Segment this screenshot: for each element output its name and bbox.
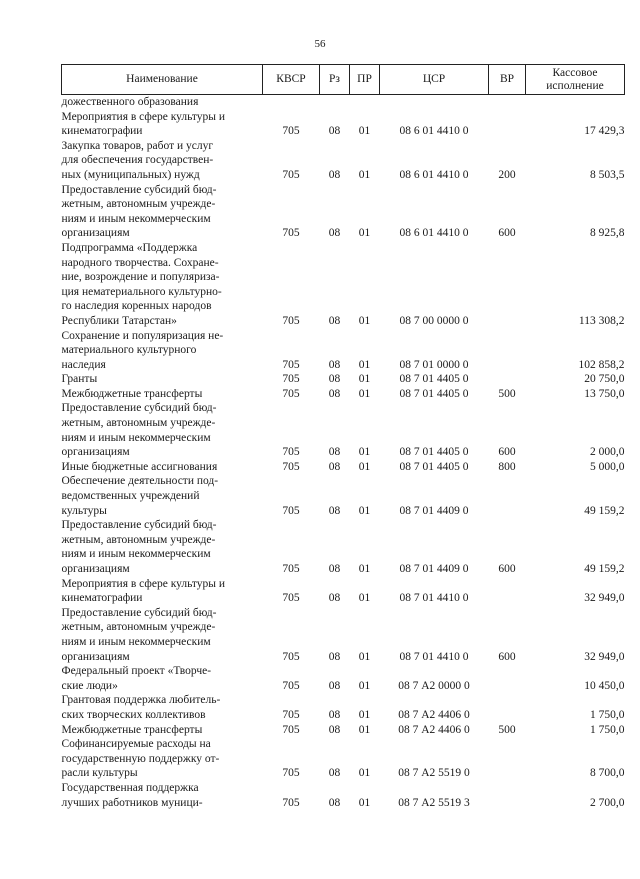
- row-name: [62, 460, 263, 475]
- row-name: [62, 577, 263, 606]
- cell-rz: 08: [328, 650, 341, 663]
- cell-pr: [350, 95, 380, 110]
- cell-vr: [489, 577, 526, 606]
- row-name-line: Предоставление субсидий бюд-: [61, 183, 217, 196]
- row-name-line: Подпрограмма «Поддержка: [61, 241, 198, 254]
- row-name: [62, 387, 263, 402]
- cell-rz: 08: [328, 563, 341, 575]
- cell-pr: 01: [358, 314, 371, 327]
- cell-csr: 08 6 01 4410 0: [399, 125, 469, 138]
- cell-vr: 600: [498, 227, 516, 240]
- cell-rz: 08: [328, 796, 341, 809]
- row-name-line: Предоставление субсидий бюд-: [61, 606, 217, 619]
- cell-csr: 08 7 01 4405 0: [399, 373, 469, 386]
- cell-csr: 08 7 01 4405 0: [399, 387, 469, 400]
- cell-vr: [489, 781, 526, 810]
- cell-csr: 08 7 01 4405 0: [399, 460, 469, 473]
- cell-vr: 500: [498, 723, 516, 736]
- header-kvsr: КВСР: [263, 65, 320, 95]
- row-name: [62, 781, 263, 810]
- table-row: [62, 693, 625, 722]
- cell-csr: 08 7 00 0000 0: [399, 314, 469, 327]
- cell-vr: [489, 241, 526, 329]
- page-number: 56: [314, 38, 326, 50]
- table-row: [62, 460, 625, 475]
- table-row: [62, 781, 625, 810]
- row-name: [62, 183, 263, 241]
- cell-vr: [489, 372, 526, 387]
- cell-pr: 01: [358, 767, 371, 780]
- row-name-line: Грантовая поддержка любитель-: [61, 694, 221, 707]
- cell-csr: [380, 95, 489, 110]
- header-pr: ПР: [350, 65, 380, 95]
- cell-amount: [526, 95, 625, 110]
- row-name-line: Республики Татарстан»: [61, 314, 177, 327]
- cell-kvsr: 705: [282, 314, 300, 327]
- table-row: [62, 518, 625, 576]
- cell-pr: 01: [358, 373, 371, 386]
- cell-pr: 01: [358, 650, 371, 663]
- row-name: [62, 110, 263, 139]
- cell-rz: 08: [328, 767, 341, 780]
- cell-amount: 10 450,0: [584, 679, 625, 692]
- row-name-line: ных (муниципальных) нужд: [61, 168, 200, 181]
- cell-vr: [489, 95, 526, 110]
- cell-kvsr: 705: [282, 723, 300, 736]
- cell-vr: [489, 110, 526, 139]
- row-name-line: Обеспечение деятельности под-: [61, 475, 219, 488]
- cell-kvsr: [263, 95, 320, 110]
- cell-rz: 08: [328, 708, 341, 721]
- cell-kvsr: 705: [282, 708, 300, 721]
- cell-vr: [489, 474, 526, 518]
- row-name-line: государственную поддержку от-: [61, 752, 220, 765]
- cell-csr: 08 7 01 4410 0: [399, 592, 469, 605]
- cell-pr: 01: [358, 708, 371, 721]
- row-name-line: Закупка товаров, работ и услуг: [61, 139, 214, 152]
- row-name-line: ние, возрождение и популяриза-: [61, 271, 220, 284]
- cell-amount: 17 429,3: [584, 125, 625, 138]
- row-name-line: кинематографии: [61, 592, 143, 605]
- cell-kvsr: 705: [282, 796, 300, 809]
- row-name-line: народного творчества. Сохране-: [61, 256, 219, 269]
- row-name-line: ниям и иным некоммерческим: [61, 548, 211, 561]
- cell-pr: 01: [358, 723, 371, 736]
- cell-amount: 20 750,0: [584, 373, 625, 386]
- cell-amount: 32 949,0: [584, 592, 625, 605]
- cell-rz: [320, 95, 350, 110]
- table-row: [62, 387, 625, 402]
- cell-vr: 500: [498, 387, 516, 400]
- cell-amount: 2 000,0: [590, 446, 625, 459]
- cell-kvsr: 705: [282, 387, 300, 400]
- table-row: [62, 183, 625, 241]
- table-row: [62, 241, 625, 329]
- row-name-line: жетным, автономным учрежде-: [61, 417, 216, 430]
- table-row: [62, 95, 625, 110]
- cell-amount: 113 308,2: [578, 314, 625, 327]
- cell-csr: 08 7 А2 5519 0: [398, 767, 470, 780]
- cell-kvsr: 705: [282, 358, 300, 371]
- cell-csr: 08 7 А2 4406 0: [398, 723, 470, 736]
- row-name-line: наследия: [61, 358, 106, 371]
- row-name-line: жетным, автономным учрежде-: [61, 621, 216, 634]
- header-name: Наименование: [62, 65, 263, 95]
- header-amount: Кассовое исполнение: [526, 65, 625, 95]
- cell-amount: 8 700,0: [590, 767, 625, 780]
- cell-csr: 08 7 01 0000 0: [399, 358, 469, 371]
- cell-amount: 32 949,0: [584, 650, 625, 663]
- cell-kvsr: 705: [282, 504, 300, 517]
- cell-vr: 200: [498, 168, 516, 181]
- cell-pr: 01: [358, 563, 371, 575]
- cell-vr: [489, 664, 526, 693]
- cell-rz: 08: [328, 679, 341, 692]
- cell-kvsr: 705: [282, 227, 300, 240]
- cell-amount: 49 159,2: [584, 504, 625, 517]
- cell-vr: 600: [498, 650, 516, 663]
- row-name: [62, 372, 263, 387]
- header-csr: ЦСР: [380, 65, 489, 95]
- cell-rz: 08: [328, 358, 341, 371]
- cell-pr: 01: [358, 504, 371, 517]
- row-name: [62, 518, 263, 576]
- table-row: [62, 474, 625, 518]
- cell-kvsr: 705: [282, 563, 300, 575]
- row-name-line: Гранты: [61, 373, 98, 386]
- cell-amount: 5 000,0: [590, 460, 625, 473]
- cell-vr: 800: [498, 460, 516, 473]
- row-name: [62, 95, 263, 110]
- row-name-line: Предоставление субсидий бюд-: [61, 519, 217, 532]
- table-row: [62, 110, 625, 139]
- row-name: [62, 606, 263, 664]
- cell-amount: 1 750,0: [590, 708, 625, 721]
- cell-kvsr: 705: [282, 650, 300, 663]
- cell-csr: 08 7 01 4410 0: [399, 650, 469, 663]
- cell-amount: 13 750,0: [584, 387, 625, 400]
- row-name-line: Государственная поддержка: [61, 781, 199, 794]
- row-name-line: ниям и иным некоммерческим: [61, 212, 211, 225]
- table-header-row: [62, 65, 625, 95]
- row-name-line: Софинансируемые расходы на: [61, 738, 211, 751]
- cell-vr: 600: [498, 563, 516, 575]
- row-name-line: материального культурного: [61, 344, 197, 357]
- row-name-line: Предоставление субсидий бюд-: [61, 402, 217, 415]
- cell-kvsr: 705: [282, 446, 300, 459]
- row-name-line: для обеспечения государствен-: [61, 154, 214, 167]
- row-name-line: кинематографии: [61, 125, 143, 138]
- row-name-line: жетным, автономным учрежде-: [61, 533, 216, 546]
- budget-execution-table: [61, 64, 625, 810]
- cell-pr: 01: [358, 358, 371, 371]
- row-name-line: организациям: [61, 446, 130, 459]
- cell-kvsr: 705: [282, 679, 300, 692]
- table-row: [62, 577, 625, 606]
- row-name-line: го наследия коренных народов: [61, 300, 212, 313]
- row-name-line: жетным, автономным учрежде-: [61, 198, 216, 211]
- cell-rz: 08: [328, 227, 341, 240]
- cell-kvsr: 705: [282, 168, 300, 181]
- row-name-line: лучших работников муници-: [61, 796, 203, 809]
- cell-csr: 08 7 А2 5519 3: [398, 796, 470, 809]
- cell-pr: 01: [358, 679, 371, 692]
- row-name-line: Мероприятия в сфере культуры и: [61, 110, 226, 123]
- cell-amount: 2 700,0: [590, 796, 625, 809]
- cell-kvsr: 705: [282, 125, 300, 138]
- cell-vr: [489, 329, 526, 373]
- cell-csr: 08 6 01 4410 0: [399, 168, 469, 181]
- cell-rz: 08: [328, 723, 341, 736]
- row-name-line: ция нематериального культурно-: [61, 285, 222, 298]
- cell-rz: 08: [328, 387, 341, 400]
- row-name: [62, 474, 263, 518]
- row-name-line: расли культуры: [61, 767, 138, 780]
- table-row: [62, 723, 625, 738]
- cell-kvsr: 705: [282, 592, 300, 605]
- cell-rz: 08: [328, 314, 341, 327]
- cell-kvsr: 705: [282, 767, 300, 780]
- cell-pr: 01: [358, 387, 371, 400]
- row-name: [62, 664, 263, 693]
- table-row: [62, 372, 625, 387]
- row-name-line: организациям: [61, 227, 130, 240]
- table-row: [62, 664, 625, 693]
- cell-amount: 49 159,2: [584, 563, 625, 575]
- cell-pr: 01: [358, 796, 371, 809]
- row-name-line: Межбюджетные трансферты: [61, 723, 203, 736]
- row-name: [62, 693, 263, 722]
- cell-kvsr: 705: [282, 460, 300, 473]
- row-name-line: Мероприятия в сфере культуры и: [61, 577, 226, 590]
- table-row: [62, 401, 625, 459]
- cell-rz: 08: [328, 373, 341, 386]
- cell-csr: 08 7 01 4409 0: [399, 563, 469, 575]
- row-name-line: организациям: [61, 563, 130, 575]
- row-name: [62, 723, 263, 738]
- cell-rz: 08: [328, 504, 341, 517]
- row-name: [62, 139, 263, 183]
- cell-vr: 600: [498, 446, 516, 459]
- cell-pr: 01: [358, 460, 371, 473]
- header-rz: Рз: [320, 65, 350, 95]
- row-name: [62, 329, 263, 373]
- cell-csr: 08 7 01 4405 0: [399, 446, 469, 459]
- cell-pr: 01: [358, 168, 371, 181]
- row-name-line: Сохранение и популяризация не-: [61, 329, 224, 342]
- table-row: [62, 329, 625, 373]
- row-name-line: дожественного образования: [61, 96, 199, 108]
- cell-csr: 08 7 А2 4406 0: [398, 708, 470, 721]
- cell-pr: 01: [358, 446, 371, 459]
- row-name-line: ские люди»: [61, 679, 118, 692]
- cell-rz: 08: [328, 125, 341, 138]
- row-name-line: ниям и иным некоммерческим: [61, 431, 211, 444]
- row-name-line: Межбюджетные трансферты: [61, 387, 203, 400]
- cell-amount: 1 750,0: [590, 723, 625, 736]
- cell-rz: 08: [328, 592, 341, 605]
- row-name: [62, 241, 263, 329]
- table-row: [62, 606, 625, 664]
- row-name-line: организациям: [61, 650, 130, 663]
- cell-amount: 8 503,5: [590, 168, 625, 181]
- cell-amount: 102 858,2: [578, 358, 625, 371]
- cell-rz: 08: [328, 460, 341, 473]
- row-name: [62, 401, 263, 459]
- cell-pr: 01: [358, 592, 371, 605]
- row-name-line: ских творческих коллективов: [61, 708, 206, 721]
- cell-vr: [489, 737, 526, 781]
- row-name-line: Федеральный проект «Творче-: [61, 665, 212, 678]
- cell-kvsr: 705: [282, 373, 300, 386]
- table-row: [62, 737, 625, 781]
- row-name-line: Иные бюджетные ассигнования: [61, 460, 218, 473]
- cell-pr: 01: [358, 227, 371, 240]
- cell-rz: 08: [328, 168, 341, 181]
- header-vr: ВР: [489, 65, 526, 95]
- row-name-line: культуры: [61, 504, 107, 517]
- row-name-line: ведомственных учреждений: [61, 490, 200, 503]
- table-row: [62, 139, 625, 183]
- cell-csr: 08 7 А2 0000 0: [398, 679, 470, 692]
- cell-vr: [489, 693, 526, 722]
- cell-rz: 08: [328, 446, 341, 459]
- row-name-line: ниям и иным некоммерческим: [61, 635, 211, 648]
- cell-csr: 08 6 01 4410 0: [399, 227, 469, 240]
- cell-pr: 01: [358, 125, 371, 138]
- cell-amount: 8 925,8: [590, 227, 625, 240]
- row-name: [62, 737, 263, 781]
- cell-csr: 08 7 01 4409 0: [399, 504, 469, 517]
